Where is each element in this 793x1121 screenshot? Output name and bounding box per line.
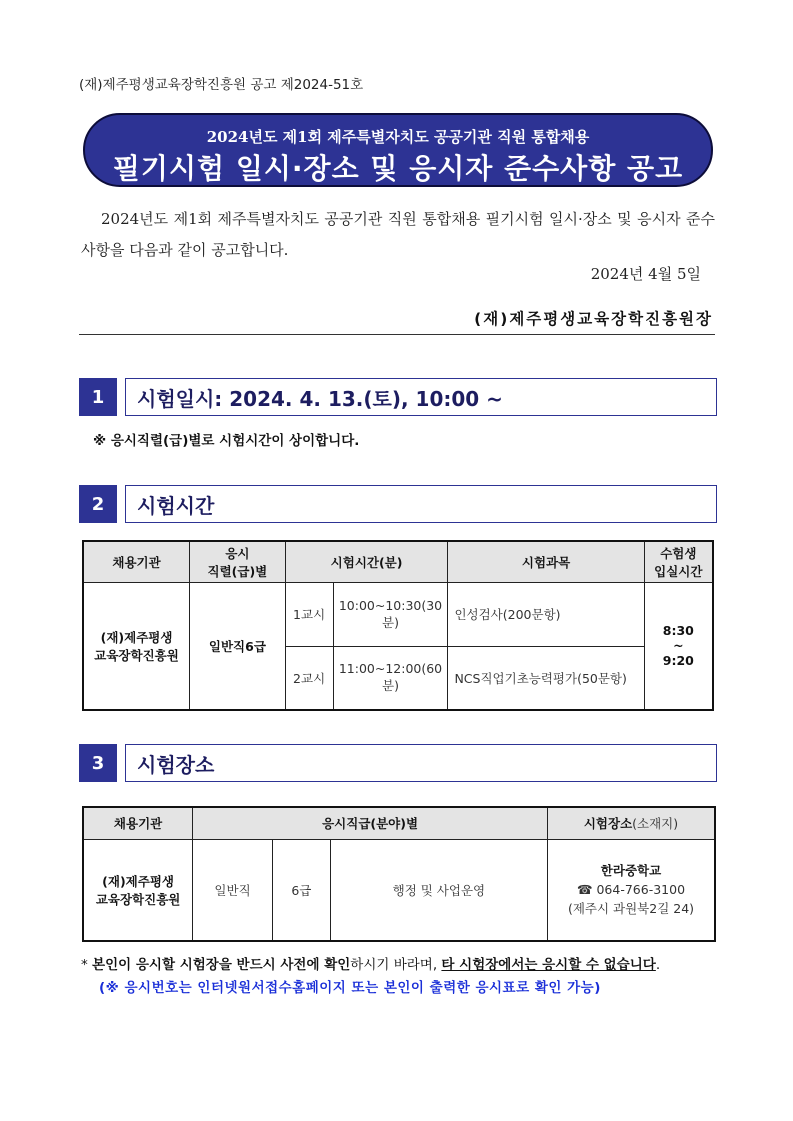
header-subject: 시험과목 <box>448 541 644 582</box>
banner-subtitle: 2024년도 제1회 제주특별자치도 공공기관 직원 통합채용 <box>206 128 590 146</box>
section-1-number: 1 <box>79 378 117 416</box>
category-cell: 일반직 <box>193 839 273 941</box>
notice-number: (재)제주평생교육장학진흥원 공고 제2024-51호 <box>79 77 364 93</box>
period-cell: 1교시 <box>285 582 333 646</box>
header-entry: 수험생 입실시간 <box>644 541 713 582</box>
place-cell <box>547 839 715 941</box>
section-3-title: 시험장소 <box>125 744 717 782</box>
grade-cell: 6급 <box>272 839 330 941</box>
org-cell: (재)제주평생 교육장학진흥원 <box>83 839 193 941</box>
header-org: 채용기관 <box>83 541 190 582</box>
header-org: 채용기관 <box>83 807 193 839</box>
table-header-row <box>83 541 713 582</box>
table-header-row <box>83 807 715 839</box>
header-time: 시험시간(분) <box>285 541 448 582</box>
section-1-title: 시험일시: 2024. 4. 13.(토), 10:00 ~ <box>125 378 717 416</box>
job-cell: 일반직6급 <box>190 582 286 710</box>
exam-place-table <box>82 806 716 942</box>
signer: (재)제주평생교육장학진흥원장 <box>474 310 713 328</box>
place-name: 한라중학교 <box>600 863 662 879</box>
title-banner <box>83 113 713 187</box>
notice-date: 2024년 4월 5일 <box>590 265 701 283</box>
section-2-title: 시험시간 <box>125 485 717 523</box>
divider <box>79 334 715 335</box>
intro-text: 2024년도 제1회 제주특별자치도 공공기관 직원 통합채용 필기시험 일시·장소 및 응시자 준수사항을 다음과 같이 공고합니다. <box>81 210 715 259</box>
subject-cell: 인성검사(200문항) <box>448 582 644 646</box>
subject-cell: NCS직업기초능력평가(50문항) <box>448 646 644 710</box>
section-1-note: ※ 응시직렬(급)별로 시험시간이 상이합니다. <box>93 433 360 449</box>
section-3-number: 3 <box>79 744 117 782</box>
intro-paragraph <box>81 204 715 266</box>
header-job: 응시 직렬(급)별 <box>190 541 286 582</box>
time-cell: 11:00~12:00(60분) <box>333 646 448 710</box>
org-cell: (재)제주평생 교육장학진흥원 <box>83 582 190 710</box>
table-row <box>83 839 715 941</box>
field-cell: 행정 및 사업운영 <box>330 839 547 941</box>
section-3-blue-note: (※ 응시번호는 인터넷원서접수홈페이지 또는 본인이 출력한 응시표로 확인 가능) <box>99 980 601 996</box>
exam-time-table <box>82 540 714 711</box>
section-3-note: * 본인이 응시할 시험장을 반드시 사전에 확인하시기 바라며, 타 시험장에서는 응시할 수 없습니다. <box>81 957 661 973</box>
time-cell: 10:00~10:30(30분) <box>333 582 448 646</box>
header-job: 응시직급(분야)별 <box>193 807 548 839</box>
place-phone: ☎ 064-766-3100 <box>576 882 686 898</box>
banner-title: 필기시험 일시·장소 및 응시자 준수사항 공고 <box>112 152 684 185</box>
entry-time-cell: 8:30 ~ 9:20 <box>644 582 713 710</box>
header-place: 시험장소(소재지) <box>547 807 715 839</box>
section-2-number: 2 <box>79 485 117 523</box>
table-row <box>83 582 713 646</box>
place-address: (제주시 과원북2길 24) <box>567 901 695 917</box>
period-cell: 2교시 <box>285 646 333 710</box>
